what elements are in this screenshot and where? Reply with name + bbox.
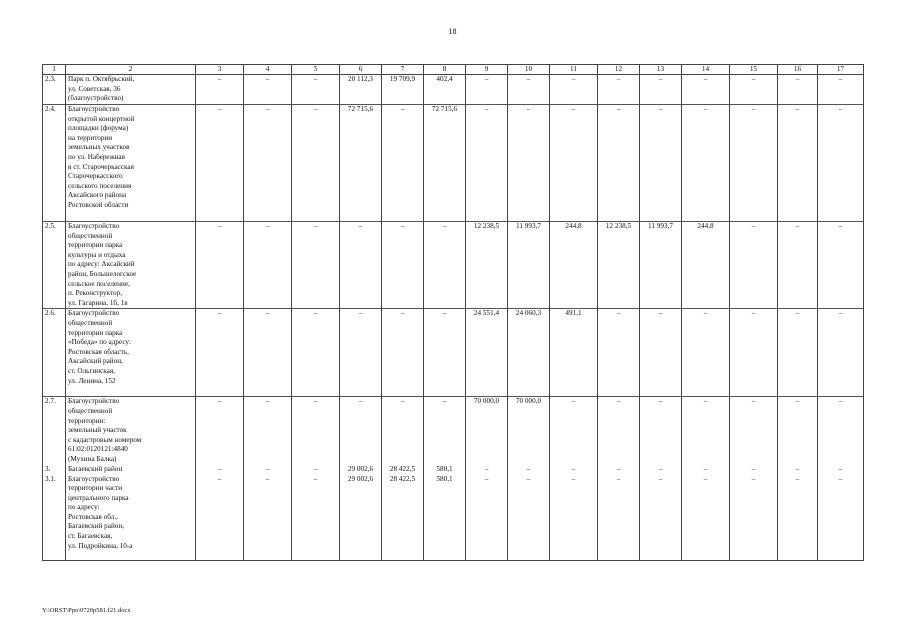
table-row <box>43 397 864 465</box>
cell-col-6: 29 002,6 <box>340 475 382 561</box>
cell-col-15: – <box>730 222 778 309</box>
cell-col-7: 28 422,5 <box>382 475 424 561</box>
row-number: 2.5. <box>43 222 66 309</box>
cell-col-17: – <box>818 309 864 397</box>
cell-col-3: – <box>196 75 244 105</box>
cell-col-15: – <box>730 475 778 561</box>
budget-table <box>42 64 864 561</box>
cell-col-11: 491,1 <box>550 309 598 397</box>
column-header-12: 12 <box>598 65 640 75</box>
row-description: Парк п. Октябрьский, ул. Советская, 36 (благоустройство) <box>66 75 196 105</box>
cell-col-14: – <box>682 397 730 465</box>
column-header-16: 16 <box>778 65 818 75</box>
cell-col-9: – <box>466 465 508 475</box>
cell-col-7: – <box>382 309 424 397</box>
row-description: Благоустройство общественной территории: земельный участок с кадастровым номером 61:02:0120121:4840 (Мухина Балка) <box>66 397 196 465</box>
cell-col-4: – <box>244 397 292 465</box>
cell-col-14: – <box>682 475 730 561</box>
cell-col-8: 580,1 <box>424 465 466 475</box>
cell-col-5: – <box>292 105 340 222</box>
cell-col-9: – <box>466 105 508 222</box>
column-header-7: 7 <box>382 65 424 75</box>
row-description: Багаевский район <box>66 465 196 475</box>
cell-col-15: – <box>730 105 778 222</box>
column-header-4: 4 <box>244 65 292 75</box>
cell-col-14: – <box>682 105 730 222</box>
cell-col-7: – <box>382 397 424 465</box>
cell-col-13: 11 993,7 <box>640 222 682 309</box>
cell-col-13: – <box>640 309 682 397</box>
column-header-6: 6 <box>340 65 382 75</box>
table-row <box>43 222 864 309</box>
cell-col-6: 29 002,6 <box>340 465 382 475</box>
cell-col-10: – <box>508 75 550 105</box>
cell-col-11: – <box>550 75 598 105</box>
row-description: Благоустройство общественной территории парка культуры и отдыха по адресу: Аксайский район, Большелогское сельское поселение, п. Реконструктор, ул. Гагарина, 1б, 1в <box>66 222 196 309</box>
cell-col-17: – <box>818 397 864 465</box>
cell-col-3: – <box>196 105 244 222</box>
row-description: Благоустройство территории части центрального парка по адресу: Ростовская обл., Багаевский район, ст. Багаевская, ул. Подройкина, 10-а <box>66 475 196 561</box>
cell-col-4: – <box>244 475 292 561</box>
cell-col-6: – <box>340 222 382 309</box>
cell-col-10: 24 060,3 <box>508 309 550 397</box>
row-number: 3.1. <box>43 475 66 561</box>
cell-col-17: – <box>818 465 864 475</box>
page-number: 18 <box>448 27 457 36</box>
row-number: 3. <box>43 465 66 475</box>
cell-col-6: 72 715,6 <box>340 105 382 222</box>
cell-col-15: – <box>730 309 778 397</box>
cell-col-7: 28 422,5 <box>382 465 424 475</box>
cell-col-6: – <box>340 309 382 397</box>
cell-col-8: – <box>424 397 466 465</box>
cell-col-12: 12 238,5 <box>598 222 640 309</box>
cell-col-12: – <box>598 75 640 105</box>
cell-col-11: 244,8 <box>550 222 598 309</box>
cell-col-14: – <box>682 465 730 475</box>
cell-col-13: – <box>640 105 682 222</box>
cell-col-5: – <box>292 397 340 465</box>
cell-col-12: – <box>598 475 640 561</box>
cell-col-10: – <box>508 465 550 475</box>
column-header-9: 9 <box>466 65 508 75</box>
cell-col-16: – <box>778 222 818 309</box>
cell-col-9: – <box>466 475 508 561</box>
row-number: 2.6. <box>43 309 66 397</box>
cell-col-4: – <box>244 309 292 397</box>
row-description: Благоустройство открытой концертной площадки (форума) на территории земельных участков по ул. Набережная в ст. Старочеркасская Старочеркасского сельского поселения Аксайского района Ростовской области <box>66 105 196 222</box>
cell-col-12: – <box>598 397 640 465</box>
cell-col-16: – <box>778 75 818 105</box>
column-header-8: 8 <box>424 65 466 75</box>
column-header-10: 10 <box>508 65 550 75</box>
cell-col-11: – <box>550 397 598 465</box>
cell-col-16: – <box>778 105 818 222</box>
column-header-14: 14 <box>682 65 730 75</box>
cell-col-17: – <box>818 75 864 105</box>
cell-col-16: – <box>778 465 818 475</box>
column-header-2: 2 <box>66 65 196 75</box>
table-body <box>43 75 864 561</box>
column-header-15: 15 <box>730 65 778 75</box>
cell-col-10: – <box>508 105 550 222</box>
row-description: Благоустройство общественной территории парка «Победа» по адресу: Ростовская область, Аксайский район, ст. Ольгинская, ул. Ленина, 152 <box>66 309 196 397</box>
table-row <box>43 309 864 397</box>
cell-col-11: – <box>550 465 598 475</box>
cell-col-17: – <box>818 475 864 561</box>
cell-col-17: – <box>818 222 864 309</box>
cell-col-15: – <box>730 465 778 475</box>
cell-col-16: – <box>778 309 818 397</box>
cell-col-7: – <box>382 105 424 222</box>
row-number: 2.7. <box>43 397 66 465</box>
row-number: 2.3. <box>43 75 66 105</box>
cell-col-3: – <box>196 222 244 309</box>
cell-col-12: – <box>598 105 640 222</box>
column-header-5: 5 <box>292 65 340 75</box>
cell-col-12: – <box>598 309 640 397</box>
cell-col-3: – <box>196 465 244 475</box>
column-header-17: 17 <box>818 65 864 75</box>
cell-col-15: – <box>730 75 778 105</box>
cell-col-13: – <box>640 475 682 561</box>
cell-col-11: – <box>550 105 598 222</box>
cell-col-4: – <box>244 222 292 309</box>
cell-col-13: – <box>640 75 682 105</box>
cell-col-11: – <box>550 475 598 561</box>
table-header-row <box>43 65 864 75</box>
cell-col-16: – <box>778 475 818 561</box>
cell-col-8: 72 715,6 <box>424 105 466 222</box>
cell-col-17: – <box>818 105 864 222</box>
cell-col-9: 12 238,5 <box>466 222 508 309</box>
cell-col-8: 580,1 <box>424 475 466 561</box>
cell-col-4: – <box>244 105 292 222</box>
cell-col-12: – <box>598 465 640 475</box>
cell-col-5: – <box>292 309 340 397</box>
cell-col-10: 70 000,0 <box>508 397 550 465</box>
cell-col-9: 70 000,0 <box>466 397 508 465</box>
cell-col-5: – <box>292 75 340 105</box>
table-row <box>43 465 864 475</box>
column-header-3: 3 <box>196 65 244 75</box>
cell-col-14: 244,8 <box>682 222 730 309</box>
cell-col-3: – <box>196 309 244 397</box>
cell-col-10: – <box>508 475 550 561</box>
cell-col-4: – <box>244 465 292 475</box>
cell-col-9: 24 551,4 <box>466 309 508 397</box>
cell-col-5: – <box>292 222 340 309</box>
cell-col-15: – <box>730 397 778 465</box>
column-header-13: 13 <box>640 65 682 75</box>
cell-col-14: – <box>682 309 730 397</box>
cell-col-6: 20 112,3 <box>340 75 382 105</box>
cell-col-16: – <box>778 397 818 465</box>
cell-col-5: – <box>292 475 340 561</box>
cell-col-5: – <box>292 465 340 475</box>
table-row <box>43 75 864 105</box>
cell-col-8: – <box>424 222 466 309</box>
cell-col-14: – <box>682 75 730 105</box>
cell-col-10: 11 993,7 <box>508 222 550 309</box>
row-number: 2.4. <box>43 105 66 222</box>
cell-col-4: – <box>244 75 292 105</box>
cell-col-3: – <box>196 475 244 561</box>
cell-col-9: – <box>466 75 508 105</box>
cell-col-8: – <box>424 309 466 397</box>
cell-col-6: – <box>340 397 382 465</box>
cell-col-8: 402,4 <box>424 75 466 105</box>
cell-col-13: – <box>640 397 682 465</box>
table-row <box>43 475 864 561</box>
cell-col-7: – <box>382 222 424 309</box>
table-row <box>43 105 864 222</box>
cell-col-3: – <box>196 397 244 465</box>
cell-col-13: – <box>640 465 682 475</box>
column-header-11: 11 <box>550 65 598 75</box>
cell-col-7: 19 709,9 <box>382 75 424 105</box>
footer-file-path: Y:\ORST\Ppo\0720p581.f21.docx <box>42 607 131 614</box>
column-header-1: 1 <box>43 65 66 75</box>
